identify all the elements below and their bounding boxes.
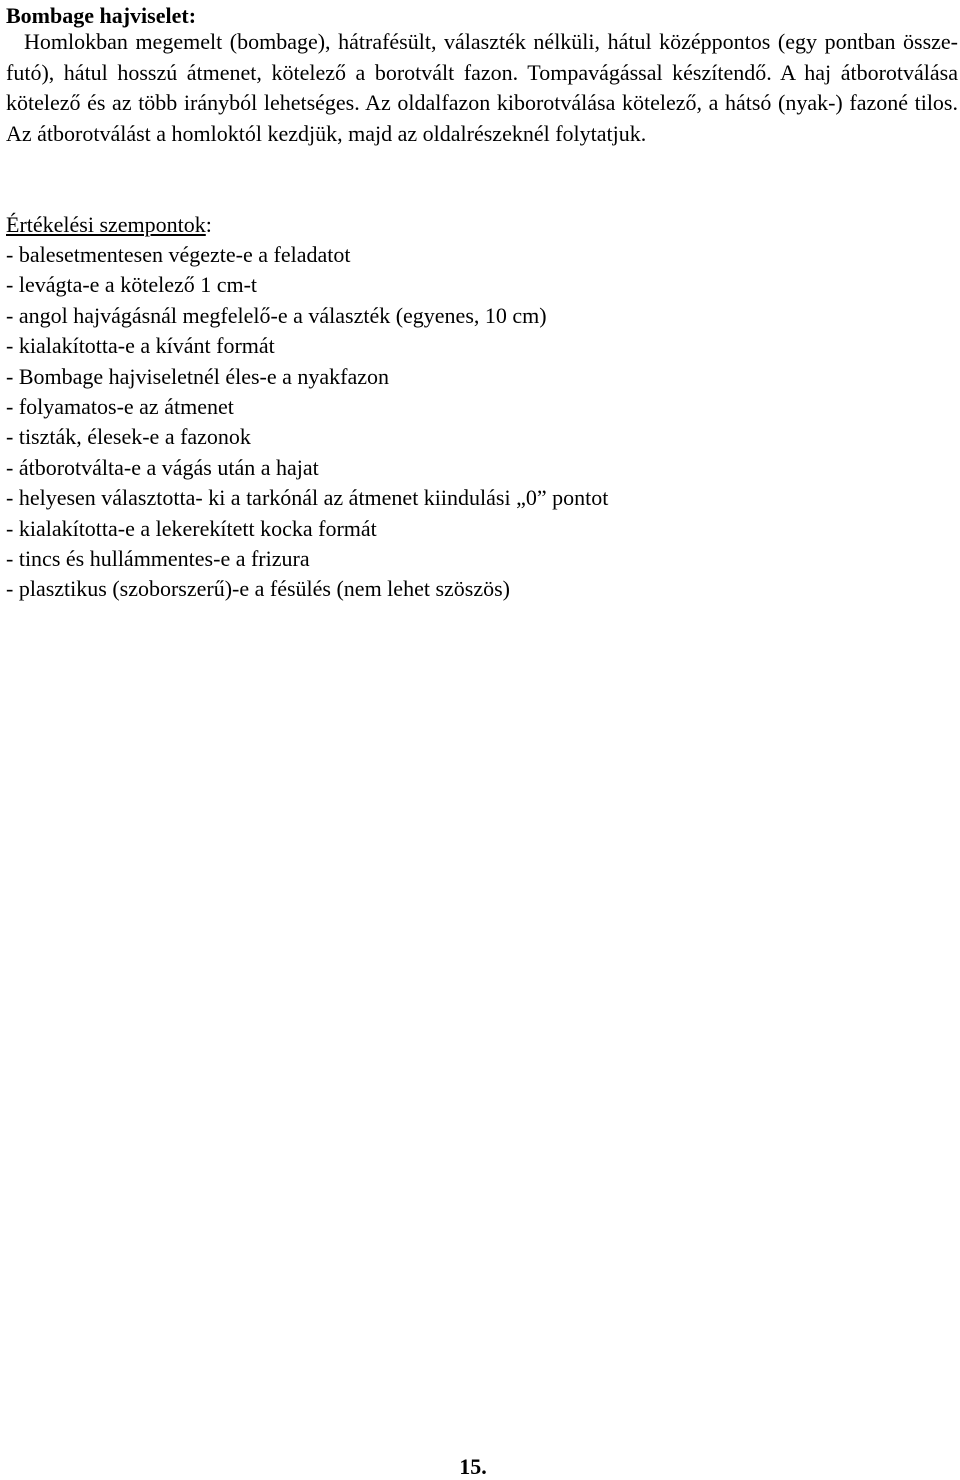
intro-paragraph: Homlokban megemelt (bombage), hátrafésült, választék nélküli, hátul középpontos (egy pontban össze-futó), hátul hosszú átmenet, kötelező a borotvált fazon. Tompavágással készítendő. A haj átborotválása kötelező és az több irányból lehetséges. Az oldalfazon kiborotválása kötelező, a hátsó (nyak-) fazoné tilos. Az átborotválást a homloktól kezdjük, majd az oldalrészeknél folytatjuk. bbox=[6, 29, 958, 146]
criteria-item: - kialakította-e a kívánt formát bbox=[6, 333, 275, 359]
criteria-item: - folyamatos-e az átmenet bbox=[6, 393, 234, 419]
criteria-item: - angol hajvágásnál megfelelő-e a választék (egyenes, 10 cm) bbox=[6, 302, 547, 328]
criteria-item: - balesetmentesen végezte-e a feladatot bbox=[6, 242, 351, 267]
criteria-item: - kialakította-e a lekerekített kocka formát bbox=[6, 515, 377, 541]
criteria-title bbox=[6, 210, 212, 240]
criteria-item: - tincs és hullámmentes-e a frizura bbox=[6, 545, 310, 571]
criteria-title-colon: : bbox=[205, 212, 212, 237]
section-heading: Bombage hajviselet: bbox=[6, 3, 197, 28]
criteria-item: - plasztikus (szoborszerű)-e a fésülés (nem lehet szöszös) bbox=[6, 576, 510, 602]
criteria-item: - Bombage hajviseletnél éles-e a nyakfazon bbox=[6, 363, 390, 389]
criteria-item: - átborotválta-e a vágás után a hajat bbox=[6, 454, 319, 480]
page-number: 15. bbox=[459, 1454, 487, 1479]
criteria-item: - helyesen választotta- ki a tarkónál az átmenet kiindulási „0” pontot bbox=[6, 485, 609, 511]
criteria-item: - tiszták, élesek-e a fazonok bbox=[6, 424, 251, 450]
criteria-list bbox=[6, 240, 608, 605]
criteria-title-text: Értékelési szempontok bbox=[6, 212, 206, 237]
criteria-item: - levágta-e a kötelező 1 cm-t bbox=[6, 272, 258, 298]
